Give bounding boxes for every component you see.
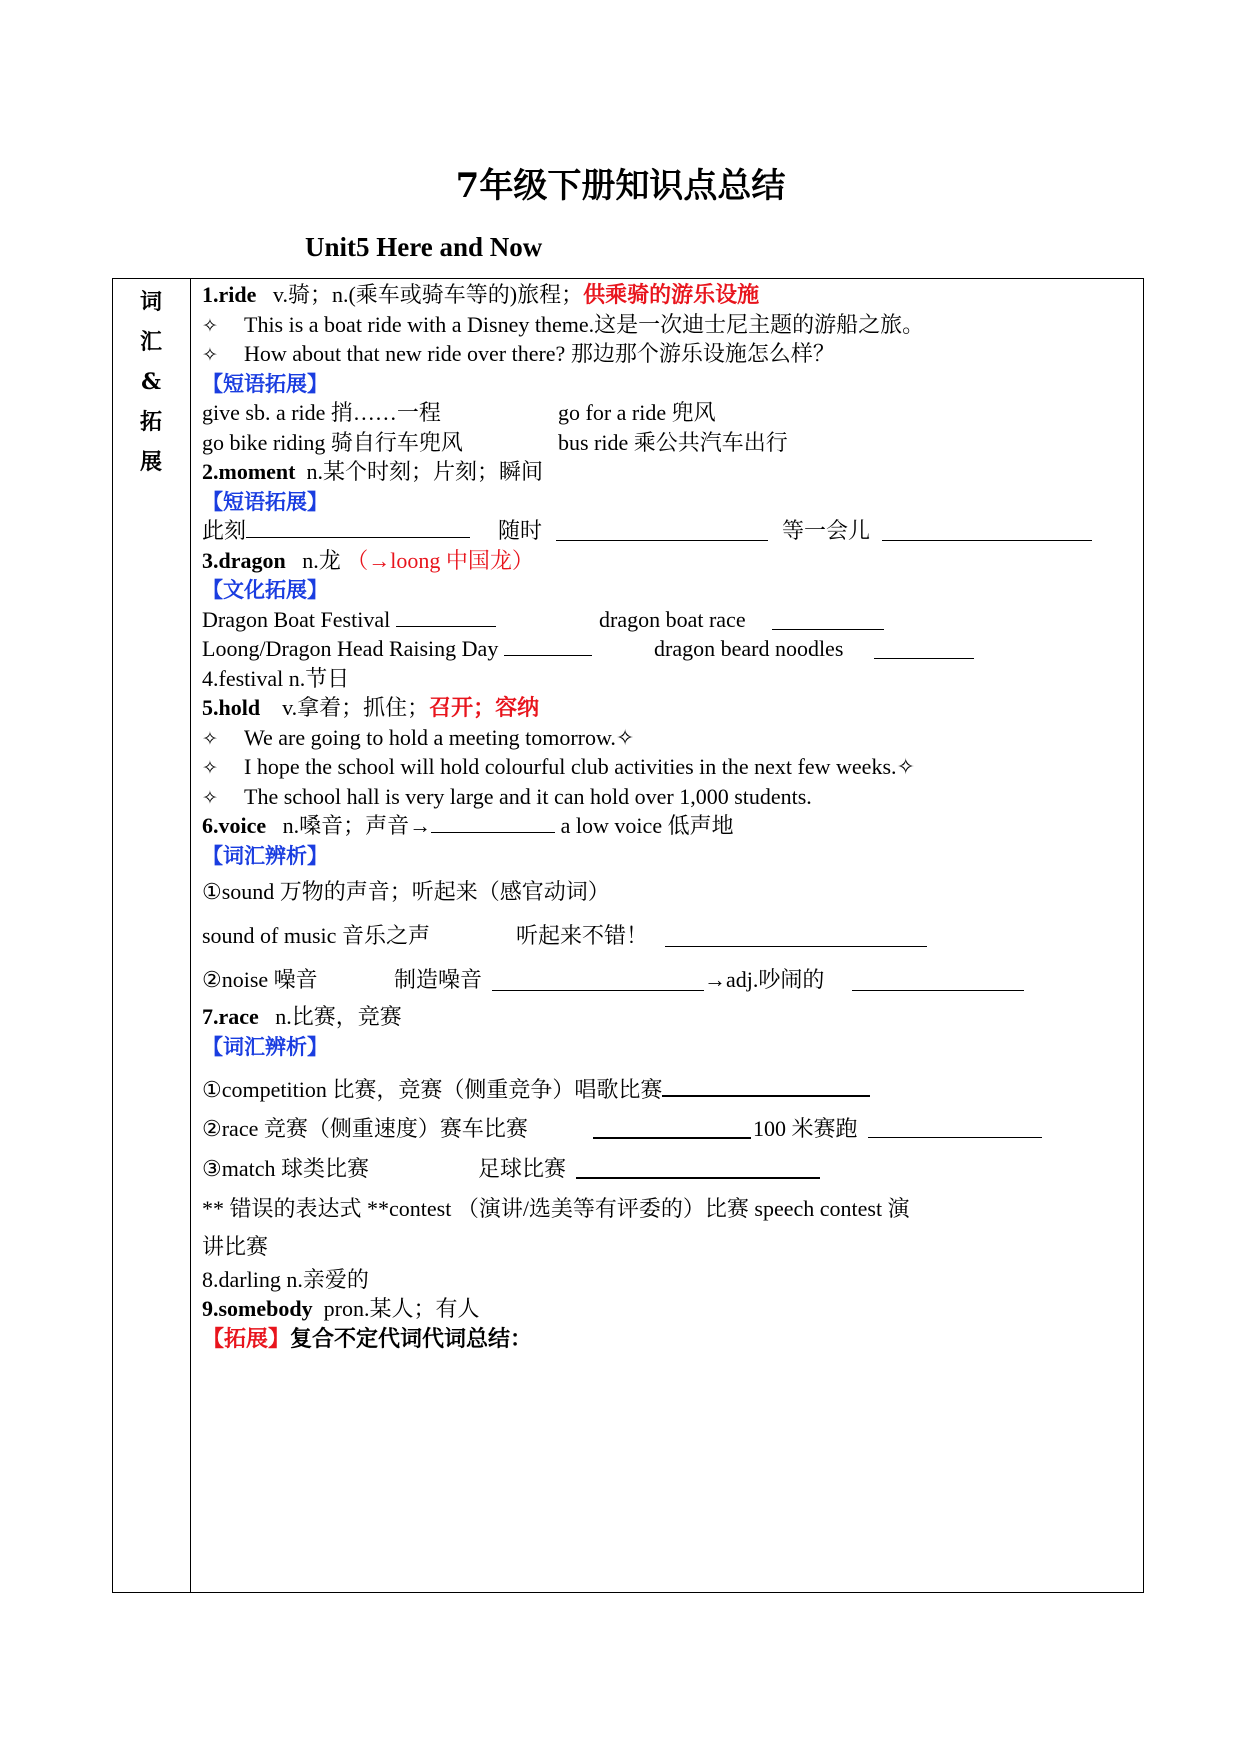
distinction-text: ②noise 噪音 (202, 967, 318, 992)
column-divider (190, 278, 191, 1593)
note-line (202, 1189, 1137, 1229)
section-tag: 【文化拓展】 (202, 577, 328, 602)
entry-head: 7.race (202, 1004, 259, 1029)
note-line (202, 1229, 1137, 1265)
entry-def-highlight: 供乘骑的游乐设施 (583, 282, 760, 307)
side-char: 展 (139, 449, 162, 475)
answer-blank[interactable] (665, 926, 927, 947)
culture-item: dragon beard noodles (654, 636, 844, 661)
entry-head: 1.ride (202, 282, 257, 307)
phrase: go bike riding 骑自行车兜风 (202, 429, 463, 455)
section-tag: 【短语拓展】 (202, 370, 328, 396)
entry-festival (202, 664, 1137, 694)
section-tag-line (202, 487, 1137, 517)
answer-blank[interactable] (874, 638, 974, 659)
section-tag-text: 复合不定代词代词总结： (290, 1325, 533, 1351)
entry-def: v.骑；n.(乘车或骑车等的)旅程； (272, 282, 584, 307)
page-title: 7年级下册知识点总结 (455, 166, 786, 206)
distinction-text: ③match 球类比赛 (202, 1155, 369, 1181)
diamond-star-icon: ✧ (202, 314, 218, 337)
phrase: bus ride 乘公共汽车出行 (558, 429, 788, 455)
example-text: The school hall is very large and it can hold over 1,000 students. (244, 783, 812, 809)
distinction-text: ①competition 比赛，竞赛（侧重竞争）唱歌比赛 (202, 1076, 663, 1102)
answer-blank[interactable] (504, 635, 592, 656)
entry-voice (202, 811, 1137, 841)
diamond-star-icon: ✧ (202, 727, 218, 750)
answer-blank[interactable] (396, 606, 496, 627)
example-text: I hope the school will hold colourful club activities in the next few weeks.✧ (244, 754, 915, 779)
example-line (202, 310, 1137, 340)
entry-race (202, 1002, 1137, 1032)
entry-head: 6.voice (202, 813, 267, 838)
distinction-text: 听起来不错！ (516, 923, 649, 948)
section-tag: 【拓展】 (202, 1325, 291, 1351)
diamond-star-icon: ✧ (202, 786, 218, 809)
distinction-line (202, 1071, 1137, 1109)
distinction-text: ①sound 万物的声音；听起来（感官动词） (202, 879, 610, 904)
distinction-text: 足球比赛 (478, 1155, 567, 1181)
phrase: give sb. a ride 捎……一程 (202, 400, 441, 425)
note-text: ** 错误的表达式 **contest （演讲/选美等有评委的）比赛 speech contest 演 (202, 1195, 910, 1221)
entry-extra: a low voice 低声地 (560, 813, 734, 838)
entry-hold (202, 693, 1137, 723)
answer-blank[interactable] (772, 609, 884, 630)
section-tag-line (202, 1324, 1137, 1354)
example-line (202, 752, 1137, 782)
distinction-line (202, 958, 1137, 1002)
answer-blank[interactable] (868, 1117, 1042, 1138)
example-line (202, 782, 1137, 812)
example-line (202, 723, 1137, 753)
entry-head: 5.hold (202, 695, 261, 720)
entry-def: v.拿着；抓住； (282, 695, 430, 720)
fill-label: 等一会儿 (782, 518, 871, 543)
answer-blank[interactable] (556, 520, 768, 541)
answer-blank[interactable] (431, 812, 555, 833)
distinction-line (202, 870, 1137, 914)
example-text: We are going to hold a meeting tomorrow.✧ (244, 724, 635, 750)
entry-def: n.某个时刻；片刻；瞬间 (306, 459, 543, 484)
section-tag: 【词汇辨析】 (202, 1033, 328, 1059)
distinction-text: sound of music 音乐之声 (202, 923, 430, 948)
answer-blank[interactable] (246, 517, 470, 538)
note-text: 讲比赛 (202, 1233, 269, 1259)
entry-head: 9.somebody (202, 1296, 313, 1321)
example-line (202, 339, 1137, 369)
fill-label: 此刻 (202, 518, 247, 543)
entry-moment (202, 457, 1137, 487)
distinction-line (202, 1149, 1137, 1189)
entry-text: 4.festival n.节日 (202, 665, 350, 691)
side-char: 拓 (139, 409, 162, 435)
section-tag-line (202, 369, 1137, 399)
diamond-star-icon: ✧ (202, 757, 218, 779)
culture-line (202, 605, 1137, 635)
answer-blank[interactable] (662, 1075, 870, 1097)
answer-blank[interactable] (852, 970, 1024, 991)
entry-def-highlight: （→loong 中国龙） (346, 547, 534, 573)
entry-def: pron.某人；有人 (323, 1296, 480, 1321)
example-text: This is a boat ride with a Disney theme.这是一次迪士尼主题的游船之旅。 (244, 311, 925, 337)
entry-def: n.龙 (302, 547, 341, 573)
distinction-line (202, 914, 1137, 958)
side-char: 词 (139, 289, 162, 315)
phrase: go for a ride 兜风 (558, 400, 716, 425)
entry-head: 3.dragon (202, 547, 286, 573)
section-tag: 【短语拓展】 (202, 488, 328, 514)
answer-blank[interactable] (882, 520, 1092, 541)
entry-ride (202, 280, 1137, 310)
phrase-line (202, 428, 1137, 458)
distinction-text: 制造噪音 (394, 967, 483, 992)
distinction-text: →adj.吵闹的 (704, 967, 825, 992)
section-tag-line (202, 841, 1137, 871)
entry-dragon (202, 546, 1137, 576)
vocab-content (202, 280, 1137, 1353)
answer-blank[interactable] (492, 970, 704, 991)
section-tag-line (202, 1032, 1137, 1071)
entry-somebody (202, 1294, 1137, 1324)
phrase-line (202, 398, 1137, 428)
section-tag: 【词汇辨析】 (202, 842, 328, 868)
side-char: 汇 (139, 329, 162, 355)
culture-line (202, 634, 1137, 664)
answer-blank[interactable] (576, 1157, 820, 1179)
distinction-text: ②race 竞赛（侧重速度）赛车比赛 (202, 1115, 528, 1141)
entry-def: n.嗓音；声音→ (282, 813, 432, 838)
entry-head: 2.moment (202, 459, 296, 484)
unit-subtitle: Unit5 Here and Now (305, 232, 543, 262)
entry-text: 8.darling n.亲爱的 (202, 1266, 369, 1292)
fill-label: 随时 (498, 518, 543, 543)
section-tag-line (202, 575, 1137, 605)
culture-item: dragon boat race (599, 606, 746, 632)
culture-item: Loong/Dragon Head Raising Day (202, 636, 499, 661)
side-label (112, 282, 190, 482)
entry-def-highlight: 召开；容纳 (429, 695, 540, 720)
example-text: How about that new ride over there? 那边那个游乐设施怎么样？ (244, 341, 835, 366)
side-char: & (141, 369, 161, 395)
distinction-text: 100 米赛跑 (753, 1115, 858, 1141)
entry-def: n.比赛，竞赛 (275, 1004, 402, 1029)
entry-darling (202, 1265, 1137, 1295)
fill-line (202, 516, 1137, 546)
diamond-star-icon: ✧ (202, 344, 218, 366)
answer-blank[interactable] (593, 1117, 751, 1139)
distinction-line (202, 1109, 1137, 1149)
culture-item: Dragon Boat Festival (202, 606, 391, 632)
